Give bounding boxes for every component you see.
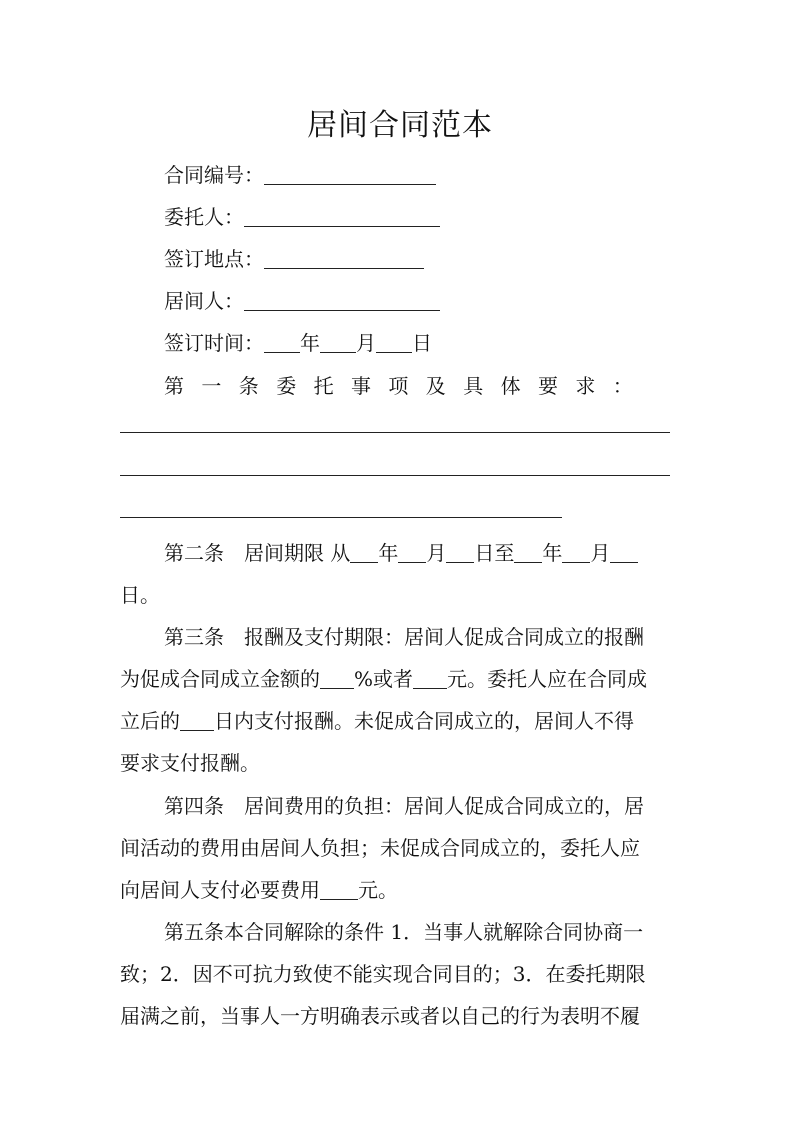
sign-place-label: 签订地点：: [164, 247, 264, 271]
article2-month1: 月: [426, 541, 447, 565]
sign-place-line: [120, 239, 724, 279]
article1-blank-line-3[interactable]: [120, 517, 562, 518]
article5-line2: 致；2．因不可抗力致使不能实现合同目的；3．在委托期限: [120, 962, 646, 986]
article2-line1: [120, 533, 724, 573]
article1-blank-line-1[interactable]: [120, 432, 670, 433]
sign-time-label: 签订时间：: [164, 331, 264, 355]
article4-line3: [120, 870, 680, 910]
month-label: 月: [356, 331, 376, 355]
client-blank[interactable]: [244, 202, 440, 227]
article3-line4: 要求支付报酬。: [120, 751, 260, 775]
article4-line2: 间活动的费用由居间人负担；未促成合同成立的，委托人应: [120, 836, 640, 860]
article2-line2: 日。: [120, 583, 160, 607]
article3-line3b: 日内支付报酬。未促成合同成立的，居间人不得: [214, 709, 634, 733]
article4-line1: 第四条 居间费用的负担：居间人促成合同成立的，居: [164, 794, 644, 818]
article3-line3: [120, 701, 680, 741]
article2-year1: 年: [378, 541, 399, 565]
contract-number-blank[interactable]: [264, 160, 436, 185]
sign-year-blank[interactable]: [264, 328, 300, 353]
article3-line2b: %或者: [354, 667, 414, 691]
document-title: 居间合同范本: [307, 108, 493, 143]
article1-heading: 第一条委托事项及具体要求：: [164, 374, 651, 398]
period-end-month-blank[interactable]: [562, 538, 590, 563]
sign-place-blank[interactable]: [264, 244, 424, 269]
client-line: [120, 197, 724, 237]
commission-amount-blank[interactable]: [413, 664, 447, 689]
article3-line1: 第三条 报酬及支付期限：居间人促成合同成立的报酬: [164, 625, 644, 649]
article5-line3: 届满之前，当事人一方明确表示或者以自己的行为表明不履: [120, 1004, 640, 1028]
article2-prefix: 第二条 居间期限 从: [164, 541, 351, 565]
period-end-year-blank[interactable]: [514, 538, 542, 563]
contract-number-label: 合同编号：: [164, 163, 264, 187]
broker-label: 居间人：: [164, 289, 244, 313]
day-label: 日: [412, 331, 432, 355]
sign-time-line: [120, 323, 724, 363]
broker-blank[interactable]: [244, 286, 440, 311]
necessary-expense-blank[interactable]: [320, 875, 358, 900]
article4-line3b: 元。: [358, 878, 398, 902]
contract-number-line: [120, 155, 724, 195]
article1-blank-line-2[interactable]: [120, 475, 670, 476]
payment-days-blank[interactable]: [180, 706, 214, 731]
client-label: 委托人：: [164, 205, 244, 229]
article3-line2: [120, 659, 680, 699]
article2-day-to: 日至: [474, 541, 515, 565]
broker-line: [120, 281, 724, 321]
article2-month2: 月: [590, 541, 611, 565]
period-start-year-blank[interactable]: [350, 538, 378, 563]
article3-line2c: 元。委托人应在合同成: [447, 667, 648, 691]
article2-year2: 年: [542, 541, 563, 565]
period-end-day-blank[interactable]: [610, 538, 638, 563]
sign-month-blank[interactable]: [320, 328, 356, 353]
article3-line3a: 立后的: [120, 709, 180, 733]
commission-percent-blank[interactable]: [320, 664, 354, 689]
year-label: 年: [300, 331, 320, 355]
article5-line1: 第五条本合同解除的条件 1．当事人就解除合同协商一: [164, 920, 644, 944]
article4-line3a: 向居间人支付必要费用: [120, 878, 320, 902]
article3-line2a: 为促成合同成立金额的: [120, 667, 320, 691]
period-start-month-blank[interactable]: [398, 538, 426, 563]
sign-day-blank[interactable]: [376, 328, 412, 353]
period-start-day-blank[interactable]: [446, 538, 474, 563]
